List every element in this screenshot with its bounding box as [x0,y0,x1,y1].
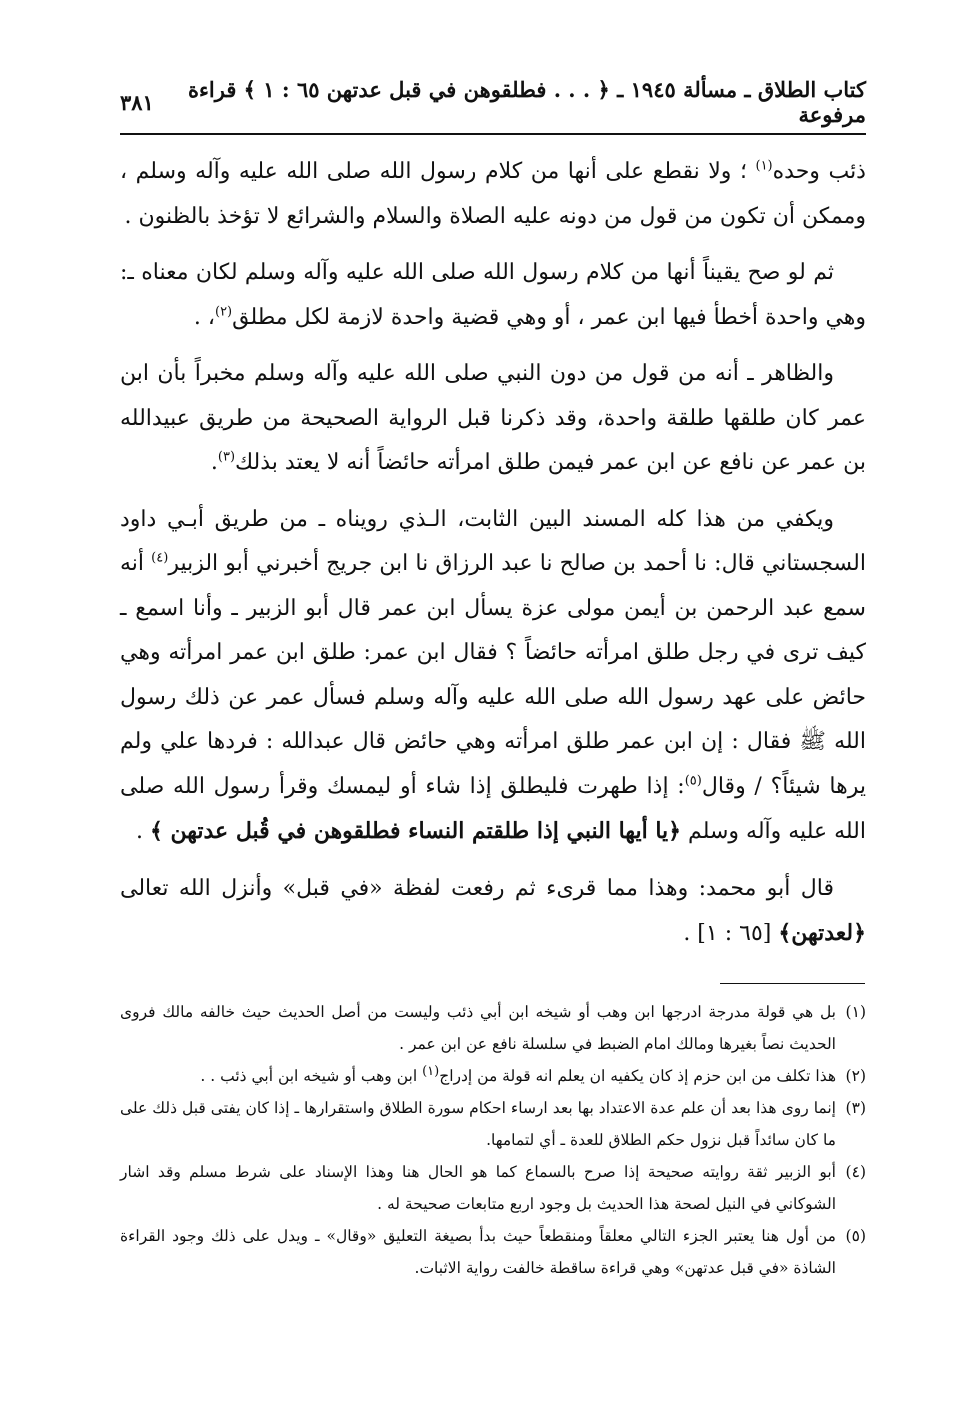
paragraph-4: ويكفي من هذا كله المسند البين الثابت، الـذي رويناه ـ من طريق أبـي داود السجستاني قال: نا أحمد بن صالح نا عبد الرزاق نا ابن جريج أخبرني أبو الزبير$^{(٤)}$ أنه سمع عبد الرحمن بن أيمن مولى عزة يسأل ابن عمر قال أبو الزبير ـ وأنا اسمع ـ كيف ترى في رجل طلق امرأته حائضاً ؟ فقال ابن عمر: طلق ابن عمر امرأته وهي حائض على عهد رسول الله صلى الله عليه وآله وسلم فسأل عمر عن ذلك رسول الله ﷺ فقال : إن ابن عمر طلق امرأته وهي حائض قال عبدالله : فردها علي ولم يرها شيئاً؟ / وقال$^{(٥)}$: إذا طهرت فليطلق إذا شاء أو ليمسك وقرأ رسول الله صلى الله عليه وآله وسلم ﴿يا أيها النبي إذا طلقتم النساء فطلقوهن في قُبل عدتهن ﴾ . [120,506,866,844]
paragraph-3: والظاهر ـ أنه من قول من دون النبي صلى الله عليه وآله وسلم مخبراً بأن ابن عمر كان طلقها طلقة واحدة، وقد ذكرنا قبل الرواية الصحيحة من طريق عبيدالله بن عمر عن نافع عن ابن عمر فيمن طلق امرأته حائضاً أنه لا يعتد بذلك$^{(٣)}$. [120,361,866,475]
page-header [120,77,866,127]
footnote-3: (٣)إنما روى هذا بعد أن علم عدة الاعتداد بها بعد ارساء احكام سورة الطلاق واستقرارها ـ إذا كان يفتى قبل ذلك على ما كان سائداً قبل نزول حكم الطلاق للعدة ـ أي لتمامها. [120,1092,866,1156]
footnote-ref-4: (٤) [151,550,169,566]
quran-verse: ﴿يا أيها النبي إذا طلقتم النساء فطلقوهن في قُبل عدتهن ﴾ [149,818,682,844]
footnote-number: (١) [845,1003,866,1021]
footnote-number: (٤) [845,1163,866,1181]
footnote-separator [720,983,865,984]
main-text [120,150,866,969]
paragraph-2: ثم لو صح يقيناً أنها من كلام رسول الله صلى الله عليه وآله وسلم لكان معناه ـ: وهي واحدة أخطأ فيها ابن عمر ، أو وهي قضية واحدة لازمة لكل مطلق$^{(٢)}$، . [120,260,866,330]
footnote-5: (٥)من أول هنا يعتبر الجزء التالي معلقاً ومنقطعاً حيث بدأ بصيغة التعليق «وقال» ـ ويدل على ذلك وجود القراءة الشاذة «في قبل عدتهن» وهي قراءة ساقطة خالفت رواية الاثبات. [120,1220,866,1284]
footnote-inner-ref: (١) [422,1063,440,1079]
paragraph-5: قال أبو محمد: وهذا مما قرىء ثم رفعت لفظة «في قبل» وأنزل الله تعالى ﴿لعدتهن﴾ [٦٥ : ١] . [120,875,866,946]
footnote-ref-1: (١) [755,158,773,174]
footnote-1: (١)بل هي قولة مدرجة ادرجها ابن وهب أو شيخه ابن أبي ذئب وليست من أصل الحديث حيث خالفه مالك فروى الحديث نصاً بغيرها ومالك امام الضبط في سلسلة نافع عن ابن عمر . [120,996,866,1060]
page-number: ٣٨١ [120,89,154,115]
footnote-ref-5: (٥) [684,773,702,789]
footnote-4: (٤)أبو الزبير ثقة روايته صحيحة إذا صرح بالسماع كما هو الحال هنا وهذا الإسناد على شرط مسلم وقد اشار الشوكاني في النيل لصحة هذا الحديث بل وجود اربع متابعات صحيحة له . [120,1156,866,1220]
footnote-number: (٥) [845,1227,866,1245]
footnote-2: (٢)هذا تكلف من ابن حزم إذ كان يكفيه ان يعلم انه قولة من إدراج$^{(١)}$ ابن وهب أو شيخه ابن أبي ذئب . . [120,1060,866,1092]
header-rule [120,133,866,135]
running-title: كتاب الطلاق ـ مسألة ١٩٤٥ ـ ﴿ . . . فطلقوهن في قبل عدتهن ٦٥ : ١ ﴾ قراءة مرفوعة [188,77,866,127]
footnote-number: (٢) [845,1067,866,1085]
paragraph-1: ذئب وحده$^{(١)}$ ؛ ولا نقطع على أنها من كلام رسول الله صلى الله عليه وآله وسلم ، وممكن أن تكون من قول من دونه عليه الصلاة والسلام والشرائع لا تؤخذ بالظنون . [120,158,866,229]
footnote-ref-3: (٣) [217,449,236,465]
quran-word: ﴿لعدتهن﴾ [778,920,866,946]
footnote-number: (٣) [845,1099,866,1117]
footnote-ref-2: (٢) [214,304,233,320]
footnotes [120,996,866,1284]
